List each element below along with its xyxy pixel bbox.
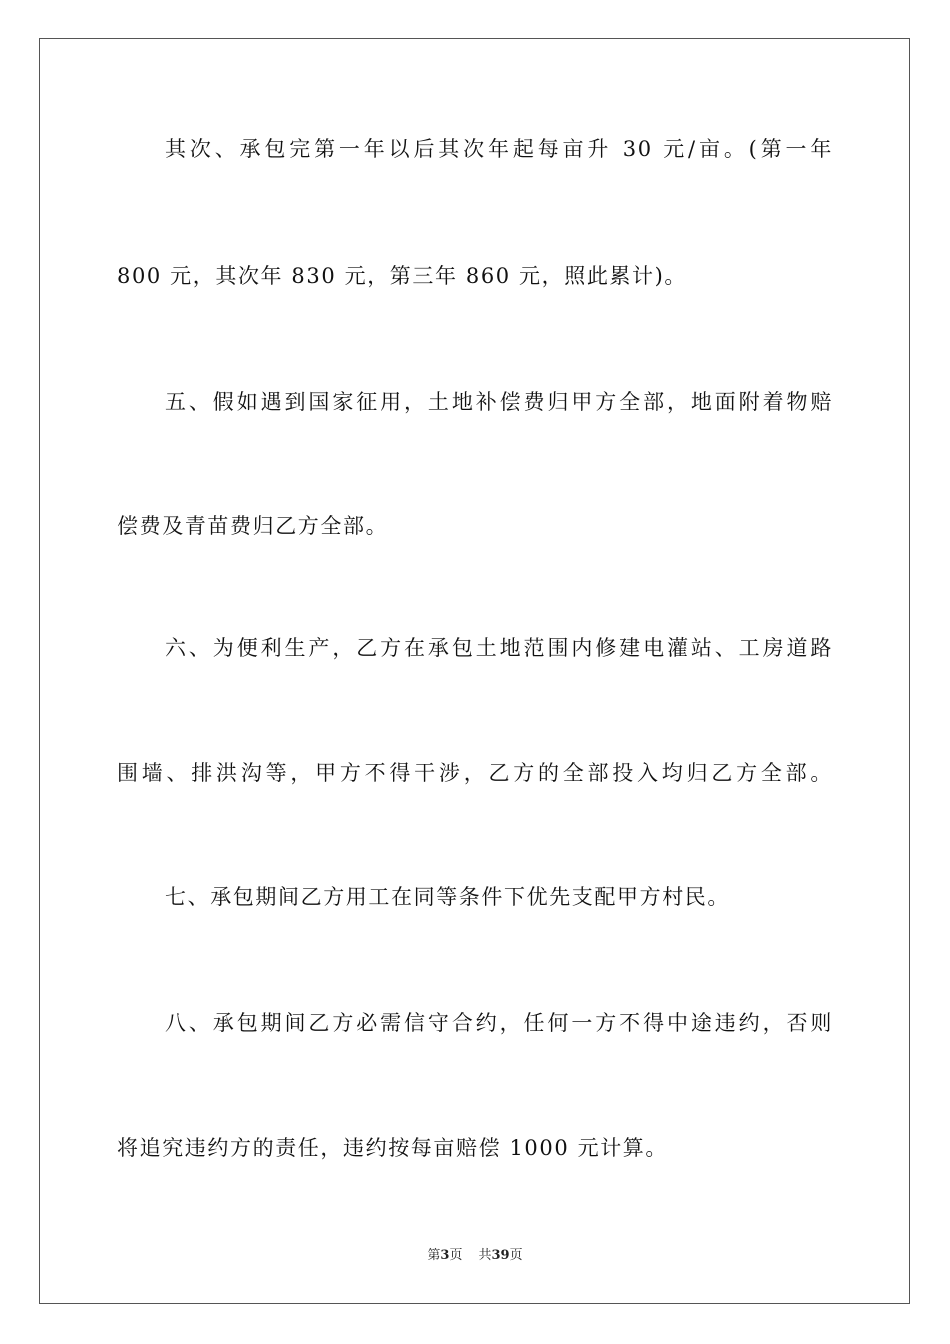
paragraph-line-3: 五、假如遇到国家征用，土地补偿费归甲方全部，地面附着物赔 <box>165 390 833 414</box>
footer-total-pages: 39 <box>491 1248 510 1263</box>
paragraph-line-8: 八、承包期间乙方必需信守合约，任何一方不得中途违约，否则 <box>165 1011 833 1035</box>
page-footer <box>0 1247 950 1265</box>
footer-total-prefix: 共 <box>478 1248 492 1263</box>
footer-page-number: 3 <box>440 1248 450 1263</box>
paragraph-line-7: 七、承包期间乙方用工在同等条件下优先支配甲方村民。 <box>165 885 730 909</box>
paragraph-line-9: 将追究违约方的责任，违约按每亩赔偿 1000 元计算。 <box>117 1136 668 1160</box>
paragraph-line-6: 围墙、排洪沟等，甲方不得干涉，乙方的全部投入均归乙方全部。 <box>117 761 833 785</box>
paragraph-line-2: 800 元，其次年 830 元，第三年 860 元，照此累计)。 <box>117 264 688 288</box>
paragraph-line-1: 其次、承包完第一年以后其次年起每亩升 30 元/亩。(第一年 <box>165 137 833 161</box>
paragraph-line-4: 偿费及青苗费归乙方全部。 <box>117 514 389 538</box>
footer-total-suffix: 页 <box>509 1248 523 1263</box>
footer-page-suffix: 页 <box>449 1248 463 1263</box>
footer-page-prefix: 第 <box>427 1248 441 1263</box>
page-frame <box>39 38 910 1304</box>
paragraph-line-5: 六、为便利生产，乙方在承包土地范围内修建电灌站、工房道路 <box>165 636 833 660</box>
